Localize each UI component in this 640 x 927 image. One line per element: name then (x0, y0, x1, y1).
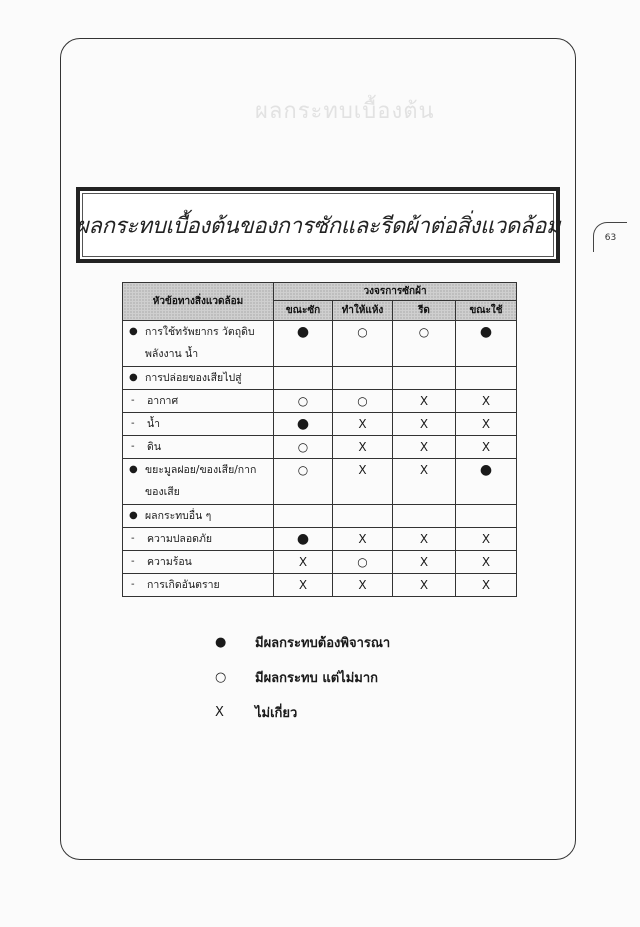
legend-item (215, 625, 390, 660)
impact-value-cell: X (456, 413, 517, 436)
impact-value-cell: X (393, 551, 456, 574)
impact-value-cell (274, 367, 333, 390)
impact-value-cell: X (393, 528, 456, 551)
topic-cell (123, 574, 274, 597)
topic-text: การใช้ทรัพยากร วัตถุดิบ (145, 326, 255, 338)
table-row (123, 413, 517, 436)
legend-item (215, 695, 390, 730)
page-number: 63 (593, 222, 627, 252)
topic-text: ความร้อน (147, 556, 192, 568)
impact-value-cell: X (274, 551, 333, 574)
impact-value-cell: ○ (274, 436, 333, 459)
dash-marker: - (131, 441, 135, 452)
dash-marker: - (131, 579, 135, 590)
table-row (123, 367, 517, 390)
header-topic: หัวข้อทางสิ่งแวดล้อม (123, 283, 274, 321)
col-header: ทำให้แห้ง (333, 301, 393, 321)
impact-value-cell: X (456, 390, 517, 413)
dash-marker: - (131, 418, 135, 429)
topic-text: อากาศ (147, 395, 179, 407)
legend-label: มีผลกระทบ แต่ไม่มาก (255, 671, 379, 686)
topic-text: น้ำ (147, 418, 161, 430)
impact-value-cell: ○ (333, 321, 393, 367)
impact-value-cell: ○ (393, 321, 456, 367)
impact-value-cell: ○ (333, 551, 393, 574)
impact-value-cell: ● (456, 459, 517, 505)
topic-cell (123, 413, 274, 436)
bullet-icon: ● (129, 326, 138, 337)
impact-value-cell: ○ (333, 390, 393, 413)
topic-cell (123, 528, 274, 551)
topic-cell (123, 321, 274, 367)
impact-value-cell: X (393, 436, 456, 459)
topic-cell (123, 505, 274, 528)
table-row (123, 390, 517, 413)
table-row (123, 528, 517, 551)
impact-value-cell: ● (274, 413, 333, 436)
faded-heading: ผลกระทบเบื้องต้น (255, 99, 435, 124)
col-header: ขณะซัก (274, 301, 333, 321)
impact-value-cell: ○ (274, 459, 333, 505)
legend-label: มีผลกระทบต้องพิจารณา (255, 636, 391, 651)
impact-value-cell: X (393, 574, 456, 597)
col-header: รีด (393, 301, 456, 321)
topic-cell (123, 459, 274, 505)
hollow-circle-icon: ○ (215, 670, 227, 685)
topic-text: ผลกระทบอื่น ๆ (145, 510, 212, 522)
impact-value-cell: X (393, 390, 456, 413)
impact-value-cell: ● (456, 321, 517, 367)
table-row (123, 551, 517, 574)
impact-value-cell: X (456, 436, 517, 459)
impact-table (122, 282, 517, 597)
table-body (123, 321, 517, 597)
impact-value-cell (456, 367, 517, 390)
topic-text: ดิน (147, 441, 161, 453)
topic-cell (123, 436, 274, 459)
impact-value-cell (456, 505, 517, 528)
impact-value-cell: ● (274, 321, 333, 367)
impact-value-cell (274, 505, 333, 528)
impact-value-cell: X (333, 436, 393, 459)
header-lifecycle: วงจรการซักผ้า (274, 283, 517, 301)
impact-value-cell: ○ (274, 390, 333, 413)
impact-value-cell: X (274, 574, 333, 597)
impact-value-cell: X (333, 528, 393, 551)
topic-text: ขยะมูลฝอย/ของเสีย/กาก (145, 464, 257, 476)
bullet-icon: ● (129, 510, 138, 521)
table-row (123, 459, 517, 505)
impact-value-cell (333, 367, 393, 390)
dash-marker: - (131, 556, 135, 567)
title-box (76, 187, 560, 263)
impact-value-cell: X (333, 413, 393, 436)
legend (215, 625, 390, 730)
impact-value-cell: X (456, 551, 517, 574)
filled-dot-icon: ● (215, 635, 227, 650)
topic-cell (123, 390, 274, 413)
topic-text: พลังงาน น้ำ (145, 348, 199, 360)
table-row (123, 436, 517, 459)
bullet-icon: ● (129, 464, 138, 475)
impact-value-cell (393, 505, 456, 528)
topic-text: การปล่อยของเสียไปสู่ (145, 372, 242, 384)
impact-value-cell: X (333, 574, 393, 597)
impact-value-cell (393, 367, 456, 390)
dash-marker: - (131, 533, 135, 544)
legend-item (215, 660, 390, 695)
legend-label: ไม่เกี่ยว (255, 706, 298, 721)
bullet-icon: ● (129, 372, 138, 383)
impact-value-cell: X (393, 413, 456, 436)
topic-text: การเกิดอันตราย (147, 579, 220, 591)
cross-icon: X (215, 705, 224, 720)
col-header: ขณะใช้ (456, 301, 517, 321)
impact-value-cell: X (456, 528, 517, 551)
impact-value-cell: X (393, 459, 456, 505)
topic-text: ความปลอดภัย (147, 533, 213, 545)
topic-text: ของเสีย (145, 486, 180, 498)
dash-marker: - (131, 395, 135, 406)
impact-value-cell: X (456, 574, 517, 597)
topic-cell (123, 367, 274, 390)
table-row (123, 321, 517, 367)
page-title: ผลกระทบเบื้องต้นของการซักและรีดผ้าต่อสิ่งแวดล้อม (75, 213, 561, 239)
table-row (123, 505, 517, 528)
impact-value-cell: ● (274, 528, 333, 551)
topic-cell (123, 551, 274, 574)
impact-value-cell (333, 505, 393, 528)
impact-value-cell: X (333, 459, 393, 505)
table-row (123, 574, 517, 597)
